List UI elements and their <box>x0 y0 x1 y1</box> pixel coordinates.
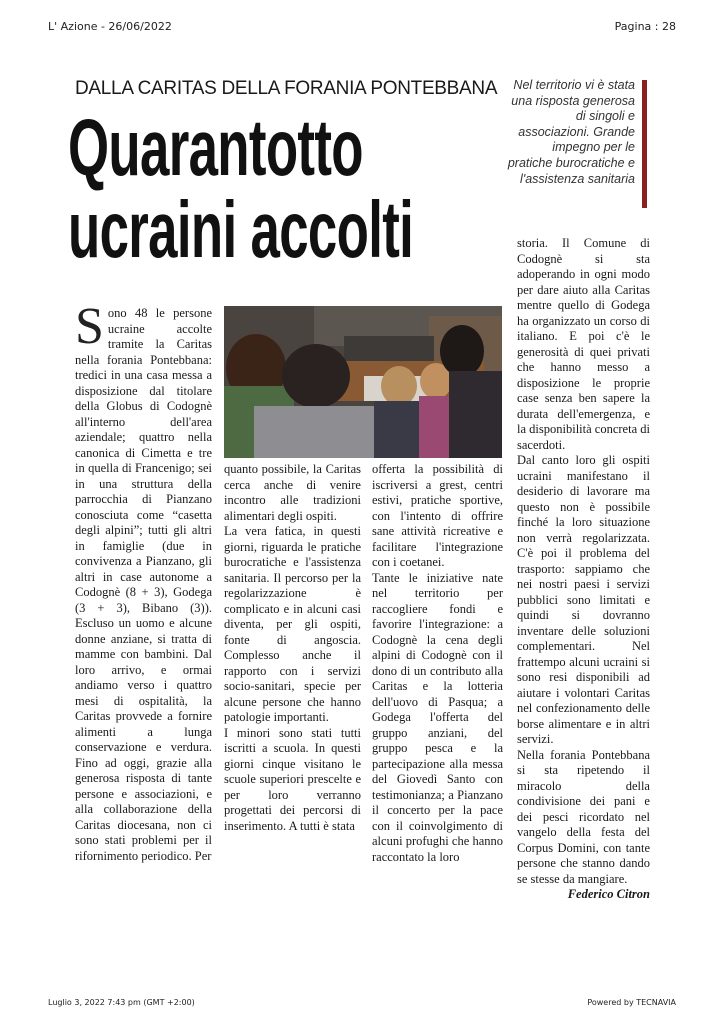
article-photo <box>224 306 502 458</box>
column-1-text: ono 48 le persone ucraine accolte tramite la Caritas nella forania Pontebbana: tredici in una casa messa a disposizione dal titolare della Globus di Codognè all'interno dell'area aziendale; quattro nella canonica di Cimetta e tre in quella di Francenigo; sei in una struttura della parrocchia di Pianzano conosciuta come “casetta degli alpini”; tutti gli altri in famiglie (due in convivenza a Pianzano, gli altri in case autonome a Codognè (8 + 3), Godega (3 + 3), Bibano (3)). Escluso un uomo e alcune donne anziane, si tratta di mamme con bambini. Dal loro arrivo, e ormai andiamo verso i quattro mesi di ospitalità, la Caritas provvede a fornire alimenti a lunga conservazione e verdura. Fino ad oggi, grazie alla generosa risposta di tante persone e associazioni, e alla collaborazione della Caritas diocesana, non ci sono stati problemi per il rifornimento periodico. Per <box>75 306 212 863</box>
footer-timestamp: Luglio 3, 2022 7:43 pm (GMT +2:00) <box>48 998 195 1007</box>
column-4-paragraph: Nella forania Pontebbana si sta ripetendo il miracolo della condivisione dei pani e dei pesci ricordato nel vangelo della festa del Corpus Domini, con tante persone che stanno dando se stesse da mangiare. <box>517 747 650 886</box>
column-3-paragraph: offerta la possibilità di iscriversi a grest, centri estivi, pratiche sportive, con l'intento di offrire sane attività ricreative e facilitare l'integrazione con i coetanei. <box>372 462 503 569</box>
publication-date-header: L' Azione - 26/06/2022 <box>48 20 172 33</box>
column-2-paragraph: quanto possibile, la Caritas cerca anche di venire incontro alle tradizioni alimentari degli ospiti. <box>224 462 361 523</box>
headline-line-2: ucraini accolti <box>68 185 414 274</box>
column-3-paragraph: Tante le iniziative nate nel territorio per raccogliere fondi e favorire l'integrazione: a Codognè la cena degli alpini di Codognè con il dono di un contributo alla Caritas e la lotteria dell'uovo di Pasqua; a Godega l'offerta del gruppo anziani, del gruppo pesca e la partecipazione alla messa del Giovedì Santo con testimonianza; a Pianzano il concerto per la pace con il coinvolgimento di alcuni profughi che hanno raccontato la loro <box>372 570 503 864</box>
column-4-paragraph: storia. Il Comune di Codognè si sta adoperando in ogni modo per dare aiuto alla Caritas mentre quello di Godega ha organizzato un corso di italiano. E poi c'è le generosità di quei privati che hanno messo a disposizione le proprie case senza ben sapere la durata dell'emergenza, e la disponibilità concreta di sacerdoti. <box>517 236 650 452</box>
article-column-3 <box>372 462 503 865</box>
author-signature: Federico Citron <box>567 887 650 901</box>
article-subtitle: Nel territorio vi è stata una risposta generosa di singoli e associazioni. Grande impegno per le pratiche burocratiche e l'assistenza sanitaria <box>507 78 635 186</box>
article-column-2 <box>224 462 361 834</box>
footer-credit: Powered by TECNAVIA <box>587 998 676 1007</box>
headline-line-1: Quarantotto <box>68 103 363 192</box>
article-kicker: DALLA CARITAS DELLA FORANIA PONTEBBANA <box>75 78 498 99</box>
column-4-paragraph: Dal canto loro gli ospiti ucraini manifestano il desiderio di lavorare ma questo non è possibile finché la loro situazione non verrà regolarizzata. C'è poi il problema del trasporto: sappiamo che nei nostri paesi i servizi pubblici sono limitati e quindi si dovranno inventare delle soluzioni complementari. Nel frattempo alcuni ucraini si sono resi disponibili ad aiutare i volontari Caritas nel confezionamento delle borse alimentare e in altri servizi. <box>517 453 650 746</box>
drop-cap: S <box>75 298 104 355</box>
photo-image <box>224 306 502 458</box>
column-2-paragraph: La vera fatica, in questi giorni, riguarda le pratiche burocratiche e l'assistenza sanitaria. Il percorso per la regolarizzazione è complicato e in alcuni casi diventa, per gli ospiti, fonte di angoscia. Complesso anche il rapporto con i servizi socio-sanitari, specie per alcune persone che hanno patologie importanti. <box>224 524 361 724</box>
subtitle-accent-bar <box>642 80 647 208</box>
column-2-paragraph: I minori sono stati tutti iscritti a scuola. In questi giorni cinque visitano le scuole superiori prescelte e per loro verranno progettati dei percorsi di inserimento. A tutti è stata <box>224 725 361 833</box>
article-column-1 <box>75 298 212 864</box>
article-column-4 <box>517 236 650 903</box>
page-number-header: Pagina : 28 <box>614 20 676 33</box>
